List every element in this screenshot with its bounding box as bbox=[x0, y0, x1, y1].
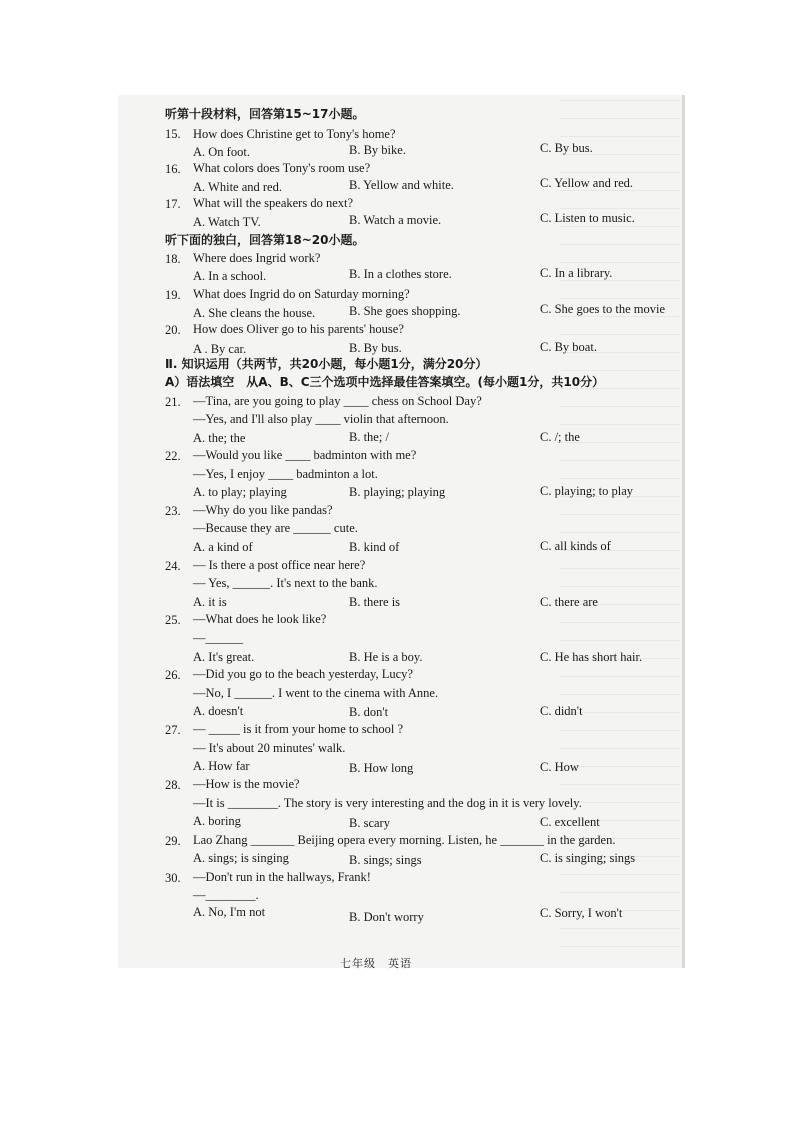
option-c: C. How bbox=[540, 760, 579, 774]
option-b: B. sings; sings bbox=[349, 853, 422, 867]
question-number: 20. bbox=[165, 323, 181, 337]
option-a: A . By car. bbox=[193, 342, 247, 356]
option-c: C. By bus. bbox=[540, 141, 593, 155]
option-b: B. kind of bbox=[349, 540, 400, 554]
listening-header-10: 听第十段材料，回答第15~17小题。 bbox=[165, 107, 365, 121]
question-stem: How does Christine get to Tony's home? bbox=[193, 127, 396, 141]
question-stem-line-2: —Yes, and I'll also play ____ violin that afternoon. bbox=[193, 412, 449, 426]
question-number: 16. bbox=[165, 162, 181, 176]
question-number: 19. bbox=[165, 288, 181, 302]
option-b: B. Don't worry bbox=[349, 910, 424, 924]
option-a: A. it is bbox=[193, 595, 227, 609]
option-b: B. Yellow and white. bbox=[349, 178, 454, 192]
option-a: A. the; the bbox=[193, 431, 246, 445]
option-c: C. In a library. bbox=[540, 266, 613, 280]
option-a: A. doesn't bbox=[193, 704, 244, 718]
section-a-header: A）语法填空 从A、B、C三个选项中选择最佳答案填空。(每小题1分，共10分） bbox=[165, 375, 605, 389]
option-b: B. By bike. bbox=[349, 143, 406, 157]
option-a: A. She cleans the house. bbox=[193, 306, 316, 320]
question-number: 29. bbox=[165, 834, 181, 848]
option-b: B. playing; playing bbox=[349, 485, 446, 499]
option-b: B. She goes shopping. bbox=[349, 304, 461, 318]
question-number: 18. bbox=[165, 252, 181, 266]
option-b: B. don't bbox=[349, 705, 389, 719]
question-number: 23. bbox=[165, 504, 181, 518]
question-number: 17. bbox=[165, 197, 181, 211]
option-a: A. No, I'm not bbox=[193, 905, 266, 919]
section-ii-header: Ⅱ. 知识运用（共两节，共20小题，每小题1分，满分20分） bbox=[165, 357, 488, 371]
question-stem: What colors does Tony's room use? bbox=[193, 161, 371, 175]
option-b: B. He is a boy. bbox=[349, 650, 423, 664]
question-stem: What does Ingrid do on Saturday morning? bbox=[193, 287, 410, 301]
listening-header-monologue: 听下面的独白，回答第18~20小题。 bbox=[165, 233, 365, 247]
question-stem-line-1: —How is the movie? bbox=[193, 777, 300, 791]
option-b: B. How long bbox=[349, 761, 414, 775]
option-a: A. to play; playing bbox=[193, 485, 287, 499]
option-b: B. the; / bbox=[349, 430, 389, 444]
question-stem-line-1: — _____ is it from your home to school ? bbox=[193, 722, 404, 736]
question-stem-line-1: —Don't run in the hallways, Frank! bbox=[193, 870, 371, 884]
question-number: 15. bbox=[165, 127, 181, 141]
option-c: C. /; the bbox=[540, 430, 580, 444]
question-number: 28. bbox=[165, 778, 181, 792]
question-stem: What will the speakers do next? bbox=[193, 196, 354, 210]
question-stem-line-1: —What does he look like? bbox=[193, 612, 327, 626]
option-b: B. By bus. bbox=[349, 341, 402, 355]
question-stem-line-1: —Why do you like pandas? bbox=[193, 503, 333, 517]
question-stem-line-2: —Yes, I enjoy ____ badminton a lot. bbox=[193, 467, 378, 481]
option-a: A. Watch TV. bbox=[193, 215, 261, 229]
question-stem-line-2: —Because they are ______ cute. bbox=[193, 521, 358, 535]
option-b: B. Watch a movie. bbox=[349, 213, 442, 227]
question-stem-line-1: —Tina, are you going to play ____ chess on School Day? bbox=[193, 394, 482, 408]
question-stem-line-2: —______ bbox=[193, 631, 243, 645]
question-number: 25. bbox=[165, 613, 181, 627]
question-stem-line-2: —It is ________. The story is very interesting and the dog in it is very lovely. bbox=[193, 796, 582, 810]
option-c: C. didn't bbox=[540, 704, 583, 718]
option-c: C. all kinds of bbox=[540, 539, 611, 553]
question-number: 22. bbox=[165, 449, 181, 463]
question-stem-line-1: —Would you like ____ badminton with me? bbox=[193, 448, 417, 462]
option-c: C. Yellow and red. bbox=[540, 176, 634, 190]
option-c: C. playing; to play bbox=[540, 484, 634, 498]
question-number: 21. bbox=[165, 395, 181, 409]
option-c: C. She goes to the movie bbox=[540, 302, 665, 316]
question-stem-line-2: — Yes, ______. It's next to the bank. bbox=[193, 576, 378, 590]
option-c: C. Sorry, I won't bbox=[540, 906, 623, 920]
option-a: A. a kind of bbox=[193, 540, 253, 554]
option-a: A. boring bbox=[193, 814, 241, 828]
option-b: B. In a clothes store. bbox=[349, 267, 452, 281]
option-c: C. Listen to music. bbox=[540, 211, 635, 225]
question-number: 26. bbox=[165, 668, 181, 682]
option-c: C. there are bbox=[540, 595, 598, 609]
option-b: B. there is bbox=[349, 595, 401, 609]
option-c: C. excellent bbox=[540, 815, 600, 829]
option-c: C. By boat. bbox=[540, 340, 597, 354]
option-b: B. scary bbox=[349, 816, 390, 830]
option-a: A. It's great. bbox=[193, 650, 255, 664]
option-a: A. In a school. bbox=[193, 269, 267, 283]
question-stem-line-2: — It's about 20 minutes' walk. bbox=[193, 741, 346, 755]
question-stem-line-2: —No, I ______. I went to the cinema with Anne. bbox=[193, 686, 439, 700]
question-number: 30. bbox=[165, 871, 181, 885]
question-stem-line-1: — Is there a post office near here? bbox=[193, 558, 366, 572]
question-stem-line-1: Lao Zhang _______ Beijing opera every morning. Listen, he _______ in the garden. bbox=[193, 833, 616, 847]
question-number: 24. bbox=[165, 559, 181, 573]
option-a: A. On foot. bbox=[193, 145, 250, 159]
option-a: A. White and red. bbox=[193, 180, 282, 194]
option-c: C. is singing; sings bbox=[540, 851, 636, 865]
question-stem: How does Oliver go to his parents' house? bbox=[193, 322, 404, 336]
question-stem: Where does Ingrid work? bbox=[193, 251, 321, 265]
page-footer: 七年级 英语 bbox=[340, 958, 412, 970]
option-a: A. How far bbox=[193, 759, 250, 773]
question-stem-line-1: —Did you go to the beach yesterday, Lucy? bbox=[193, 667, 413, 681]
option-a: A. sings; is singing bbox=[193, 851, 289, 865]
option-c: C. He has short hair. bbox=[540, 650, 643, 664]
question-stem-line-2: —________. bbox=[193, 888, 259, 902]
question-number: 27. bbox=[165, 723, 181, 737]
